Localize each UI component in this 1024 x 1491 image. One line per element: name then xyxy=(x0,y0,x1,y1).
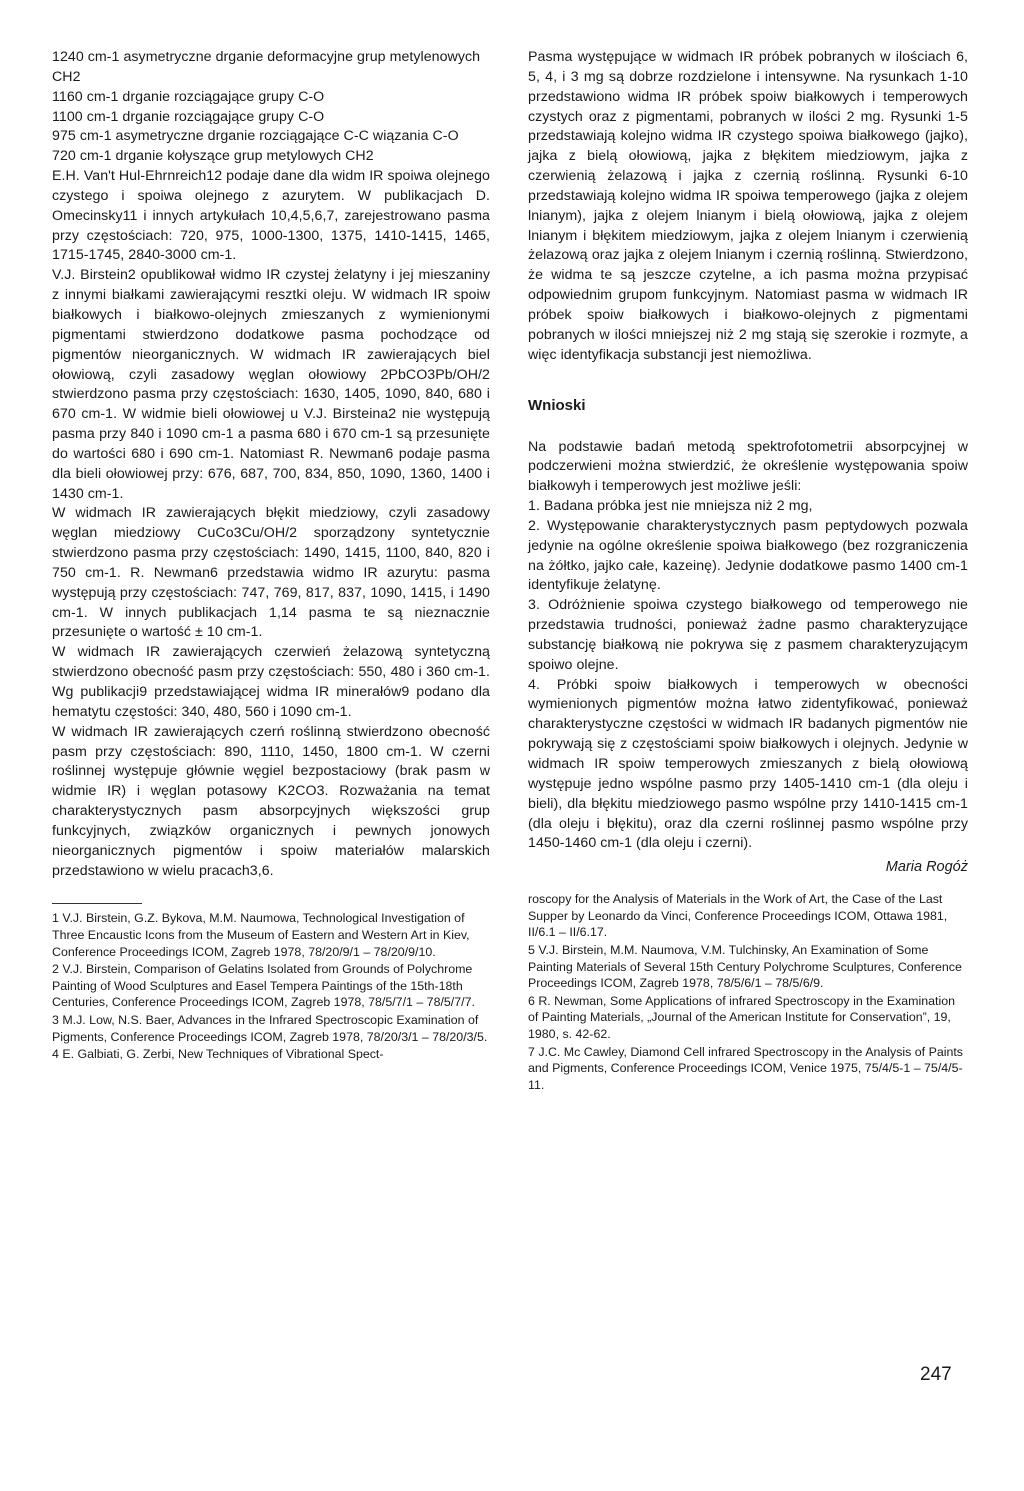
body-paragraph: W widmach IR zawierających czerwień żelazową syntetyczną stwierdzono obecność pasm przy częstościach: 550, 480 i 360 cm-1. Wg publikacji9 przedstawiającej widma IR minerałów9 podano dla hematytu częstości: 340, 480, 560 i 1090 cm-1. xyxy=(52,644,490,720)
section-heading: Wnioski xyxy=(528,396,586,414)
author-signature: Maria Rogóż xyxy=(885,859,968,876)
footnote: 4 E. Galbiati, G. Zerbi, New Techniques of Vibrational Spect- xyxy=(52,1047,384,1062)
list-item: 4. Próbki spoiw białkowych i temperowych w obecności wymienionych pigmentów można łatwo zidentyfikować, ponieważ charakterystyczne częstości w widmach IR badanych pigmentów nie pokrywają się z częstościami spoiw białkowych i olejnych. Jedynie w widmach IR spoiw temperowych zmieszanych z bielą ołowiową występuje jedno wspólne pasmo przy 1405-1410 cm-1 (dla oleju i bieli), dla błękitu miedziowego pasmo wspólne przy 1410-1415 cm-1 (dla oleju i błękitu), oraz dla czerni roślinnej pasmo wspólne przy 1450-1460 cm-1 (dla oleju i czerni). xyxy=(528,676,968,852)
list-item: 1. Badana próbka jest nie mniejsza niż 2 mg, xyxy=(528,498,813,515)
body-paragraph: 1160 cm-1 drganie rozciągające grupy C-O xyxy=(52,88,325,105)
page-number: 247 xyxy=(920,1364,952,1385)
body-paragraph: 720 cm-1 drganie kołyszące grup metylowych CH2 xyxy=(52,148,374,165)
list-item: 2. Występowanie charakterystycznych pasm peptydowych pozwala jedynie na ogólne określenie spoiwa białkowego (bez rozgraniczenia na żółtko, jajko całe, kazeinę). Jedynie dodatkowe pasmo 1400 cm-1 identyfikuje żelatynę. xyxy=(528,517,968,594)
body-paragraph: V.J. Birstein2 opublikował widmo IR czystej żelatyny i jej mieszaniny z innymi białkami zawierającymi resztki oleju. W widmach IR spoiw białkowych i białkowo-olejnych zmieszanych z wymienionymi pigmentami stwierdzono dodatkowe pasma pochodzące od pigmentów nieorganicznych. W widmach IR zawierających biel ołowiową, czyli zasadowy węglan ołowiowy 2PbCO3Pb/OH/2 stwierdzono pasma przy częstościach: 1630, 1405, 1090, 840, 680 i 670 cm-1. W widmie bieli ołowiowej u V.J. Birsteina2 nie występują pasma przy 840 i 1090 cm-1 a pasma 680 i 670 cm-1 są przesunięte do wartości 680 i 690 cm-1. Natomiast R. Newman6 podaje pasma dla bieli ołowiowej przy: 676, 687, 700, 834, 850, 1090, 1360, 1400 i 1430 cm-1. xyxy=(52,267,490,502)
body-paragraph: 975 cm-1 asymetryczne drganie rozciągające C-C wiązania C-O xyxy=(52,128,459,145)
footnote: 7 J.C. Mc Cawley, Diamond Cell infrared Spectroscopy in the Analysis of Paints and Pigments, Conference Proceedings ICOM, Venice 1975, 75/4/5-1 – 75/4/5-11. xyxy=(528,1044,964,1092)
body-paragraph: E.H. Van't Hul-Ehrnreich12 podaje dane dla widm IR spoiwa olejnego czystego i spoiwa olejnego z azurytem. W publikacjach D. Omecinsky11 i innych artykułach 10,4,5,6,7, zarejestrowano pasma przy częstościach: 720, 975, 1000-1300, 1375, 1410-1415, 1465, 1715-1745, 2840-3000 cm-1. xyxy=(52,168,490,264)
body-paragraph: W widmach IR zawierających błękit miedziowy, czyli zasadowy węglan miedziowy CuCo3Cu/OH/2 sporządzony syntetycznie stwierdzono pasma przy częstościach: 1490, 1415, 1100, 840, 820 i 750 cm-1. R. Newman6 przedstawia widmo IR azurytu: pasma występują przy częstościach: 747, 769, 817, 837, 1090, 1415, i 1490 cm-1. W innych publikacjach 1,14 pasma te są nieznacznie przesunięte o wartość ± 10 cm-1. xyxy=(52,505,490,641)
left-column xyxy=(52,48,490,1064)
right-column xyxy=(528,48,968,1094)
list-item: 3. Odróżnienie spoiwa czystego białkowego od temperowego nie przedstawia trudności, ponieważ żadne pasmo charakteryzujące substancję białkową nie pokrywa się z pasmem charakteryzującym spoiwo olejne. xyxy=(528,597,968,673)
body-paragraph: Na podstawie badań metodą spektrofotometrii absorpcyjnej w podczerwieni można stwierdzić, że określenie występowania spoiw białkowyh i temperowych jest możliwe jeśli: xyxy=(528,438,968,495)
footnote: 2 V.J. Birstein, Comparison of Gelatins Isolated from Grounds of Polychrome Painting of Wood Sculptures and Easel Tempera Paintings of the 15th-18th Centuries, Conference Proceedings ICOM, Zagreb 1978, 78/5/7/1 – 78/5/7/7. xyxy=(52,962,475,1010)
footnote: 6 R. Newman, Some Applications of infrared Spectroscopy in the Examination of Painting Materials, „Journal of the American Institute for Conservation”, 19, 1980, s. 42-62. xyxy=(528,993,956,1041)
footnote: roscopy for the Analysis of Materials in the Work of Art, the Case of the Last Supper by Leonardo da Vinci, Conference Proceedings ICOM, Ottawa 1981, II/6.1 – II/6.17. xyxy=(528,892,948,940)
footnote: 5 V.J. Birstein, M.M. Naumova, V.M. Tulchinsky, An Examination of Some Painting Materials of Several 15th Century Polychrome Sculptures, Conference Proceedings ICOM, Zagreb 1978, 78/5/6/1 – 78/5/6/9. xyxy=(528,943,962,991)
body-paragraph: Pasma występujące w widmach IR próbek pobranych w ilościach 6, 5, 4, i 3 mg są dobrze rozdzielone i intensywne. Na rysunkach 1-10 przedstawiono widma IR próbek spoiw białkowych i temperowych czystych oraz z pigmentami, pobranych w ilości 2 mg. Rysunki 1-5 przedstawiają kolejno widma IR czystego spoiwa białkowego (jajko), jajka z bielą ołowiową, jajka z błękitem miedziowym, jajka z czerwienią żelazową i jajka z czernią roślinną. Rysunki 6-10 przedstawiają kolejno widma IR spoiwa temperowego (jajka z olejem lnianym), jajka z olejem lnianym i bielą ołowiową, jajka z olejem lnianym i błękitem miedziowym, jajka z olejem lnianym i czerwienią żelazową oraz jajka z olejem lnianym i czernią roślinną. Stwierdzono, że widma te są jeszcze czytelne, a ich pasma można przypisać odpowiednim grupom funkcyjnym. Natomiast pasma w widmach IR próbek spoiw białkowych i białkowo-olejnych z pigmentami pobranych w ilości mniejszej niż 2 mg stają się szerokie i rozmyte, a więc identyfikacja substancji jest niemożliwa. xyxy=(528,49,968,363)
footnote: 3 M.J. Low, N.S. Baer, Advances in the Infrared Spectroscopic Examination of Pigments, Conference Proceedings ICOM, Zagreb 1978, 78/20/3/1 – 78/20/3/5. xyxy=(52,1013,488,1044)
body-paragraph: 1100 cm-1 drganie rozciągające grupy C-O xyxy=(52,108,325,125)
footnote-divider xyxy=(52,903,142,904)
footnote: 1 V.J. Birstein, G.Z. Bykova, M.M. Naumowa, Technological Investigation of Three Encaustic Icons from the Museum of Eastern and Western Art in Kiev, Conference Proceedings ICOM, Zagreb 1978, 78/20/9/1 – 78/20/9/10. xyxy=(52,911,470,959)
body-paragraph: 1240 cm-1 asymetryczne drganie deformacyjne grup metylenowych CH2 xyxy=(52,49,481,85)
body-paragraph: W widmach IR zawierających czerń roślinną stwierdzono obecność pasm przy częstościach: 890, 1110, 1450, 1800 cm-1. W czerni roślinnej występuje głównie węgiel bezpostaciowy (brak pasm w widmie IR) i węglan potasowy K2CO3. Rozważania na temat charakterystycznych pasm absorpcyjnych większości grup funkcyjnych, związków organicznych i pewnych jonowych nieorganicznych pigmentów i spoiw materiałów malarskich przedstawiono w wielu pracach3,6. xyxy=(52,723,490,879)
